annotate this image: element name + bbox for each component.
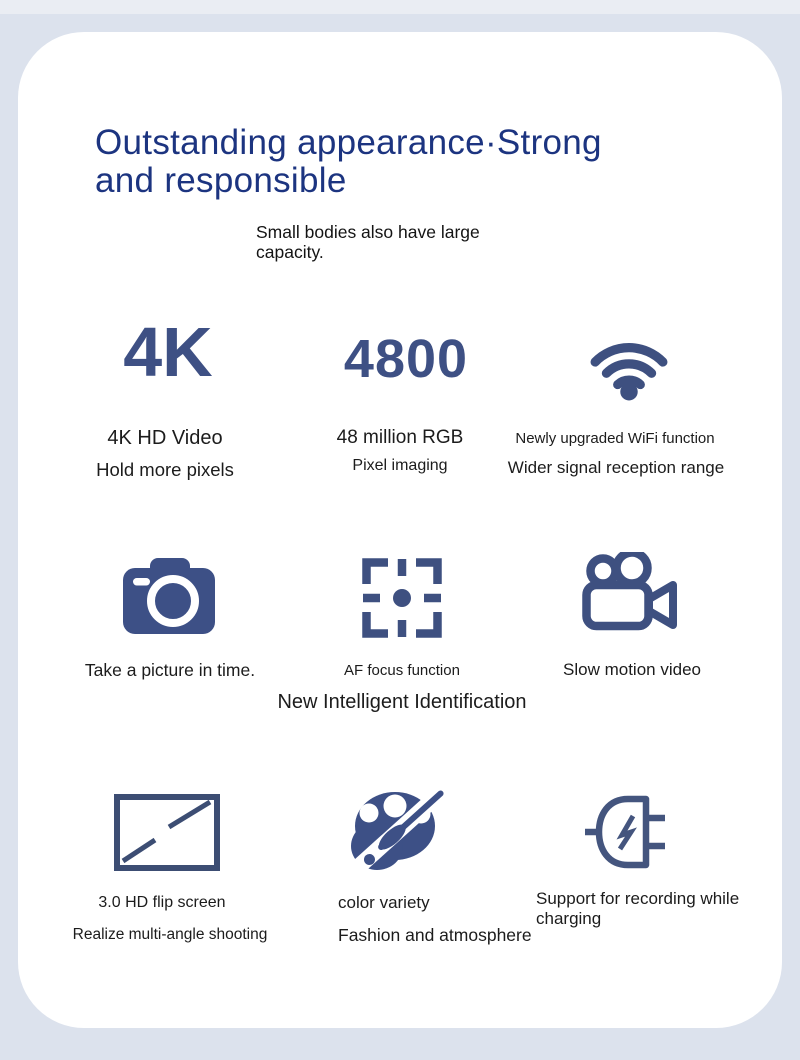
af-focus-frame-icon: [362, 558, 442, 638]
stat-4800-value: 4800: [343, 329, 469, 389]
caption-4800-line1: 48 million RGB: [336, 427, 464, 448]
video-camera-icon: [582, 552, 682, 640]
caption-charging: Support for recording while charging: [536, 889, 740, 928]
caption-slow-motion: Slow motion video: [563, 660, 701, 679]
camera-icon: [123, 558, 215, 636]
caption-snapshot: Take a picture in time.: [84, 660, 256, 680]
caption-intelligent-identification: New Intelligent Identification: [277, 691, 527, 713]
stat-4k-value: 4K: [123, 313, 213, 391]
caption-4800-line2: Pixel imaging: [352, 457, 448, 474]
caption-wifi-line2: Wider signal reception range: [507, 458, 725, 477]
page-title-line1: Outstanding appearance·Strong: [95, 123, 602, 163]
caption-color-line2: Fashion and atmosphere: [338, 925, 532, 945]
caption-af-focus: AF focus function: [344, 662, 460, 679]
charging-plug-icon: [584, 792, 680, 872]
palette-icon: [345, 786, 455, 876]
caption-wifi-line1: Newly upgraded WiFi function: [515, 430, 715, 447]
caption-4k-line1: 4K HD Video: [107, 427, 223, 449]
flip-screen-icon: [114, 794, 220, 871]
page-title: [95, 124, 705, 200]
caption-color-line1: color variety: [338, 893, 430, 912]
page-subtitle: Small bodies also have large capacity.: [256, 221, 480, 262]
caption-flip-line1: 3.0 HD flip screen: [98, 894, 226, 911]
caption-flip-line2: Realize multi-angle shooting: [72, 926, 268, 943]
wifi-icon: [577, 324, 681, 402]
caption-4k-line2: Hold more pixels: [96, 459, 234, 480]
background-top-strip: [0, 0, 800, 14]
page-title-line2: and responsible: [95, 161, 347, 201]
